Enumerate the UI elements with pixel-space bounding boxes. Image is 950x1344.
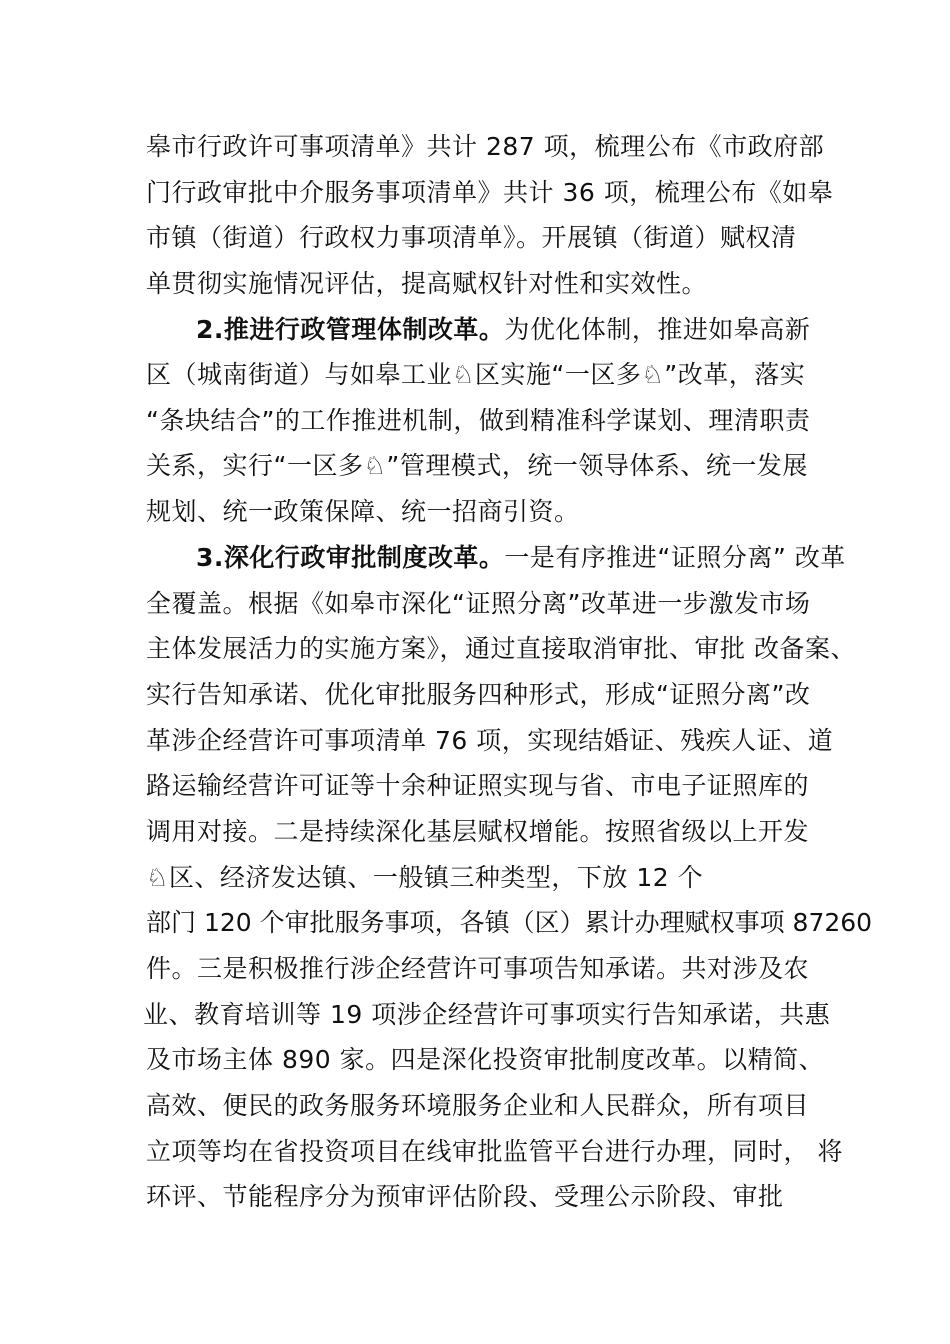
section-heading-3: 3.深化行政审批制度改革。 — [196, 543, 505, 572]
text-line: 立项等均在省投资项目在线审批监管平台进行办理，同时， 将 — [146, 1137, 843, 1166]
text-line: 业、教育培训等 19 项涉企经营许可事项实行告知承诺，共惠 — [143, 1000, 831, 1029]
paragraph-heading-line — [196, 307, 810, 353]
text-line: ♘区、经济发达镇、一般镇三种类型，下放 12 个 — [146, 863, 704, 892]
text-line: 实行告知承诺、优化审批服务四种形式，形成“证照分离”改 — [146, 680, 811, 709]
text-line: 单贯彻实施情况评估，提高赋权针对性和实效性。 — [146, 269, 708, 298]
text-run: 一是有序推进“证照分离” 改革 — [504, 543, 846, 572]
text-line: “条块结合”的工作推进机制，做到精准科学谋划、理清职责 — [146, 406, 811, 435]
text-line: 路运输经营许可证等十余种证照实现与省、市电子证照库的 — [146, 771, 810, 800]
text-line: 主体发展活力的实施方案》，通过直接取消审批、审批 改备案、 — [146, 634, 856, 663]
text-line: 全覆盖。根据《如皋市深化“证照分离”改革进一步激发市场 — [146, 589, 811, 618]
text-line: 环评、节能程序分为预审评估阶段、受理公示阶段、审批 — [146, 1182, 784, 1211]
text-line: 规划、统一政策保障、统一招商引资。 — [146, 497, 580, 526]
text-run: 为优化体制，推进如皋高新 — [504, 315, 811, 344]
text-line: 门行政审批中介服务事项清单》共计 36 项，梳理公布《如皋 — [146, 178, 834, 207]
paragraph-heading-line — [196, 535, 846, 581]
text-line: 革涉企经营许可事项清单 76 项，实现结婚证、残疾人证、道 — [146, 726, 834, 755]
text-line: 件。三是积极推行涉企经营许可事项告知承诺。共对涉及农 — [146, 954, 810, 983]
text-line: 及市场主体 890 家。四是深化投资审批制度改革。以精简、 — [146, 1045, 825, 1074]
section-heading-2: 2.推进行政管理体制改革。 — [196, 315, 505, 344]
text-line: 市镇（街道）行政权力事项清单》。开展镇（街道）赋权清 — [146, 223, 797, 252]
text-line: 高效、便民的政务服务环境服务企业和人民群众，所有项目 — [146, 1091, 810, 1120]
text-line: 区（城南街道）与如皋工业♘区实施“一区多♘”改革，落实 — [146, 360, 806, 389]
text-line: 关系，实行“一区多♘”管理模式，统一领导体系、统一发展 — [146, 451, 808, 480]
text-line: 调用对接。二是持续深化基层赋权增能。按照省级以上开发 — [146, 817, 810, 846]
text-line: 部门 120 个审批服务事项，各镇（区）累计办理赋权事项 87260 — [146, 908, 873, 937]
text-line: 皋市行政许可事项清单》共计 287 项，梳理公布《市政府部 — [146, 132, 825, 161]
